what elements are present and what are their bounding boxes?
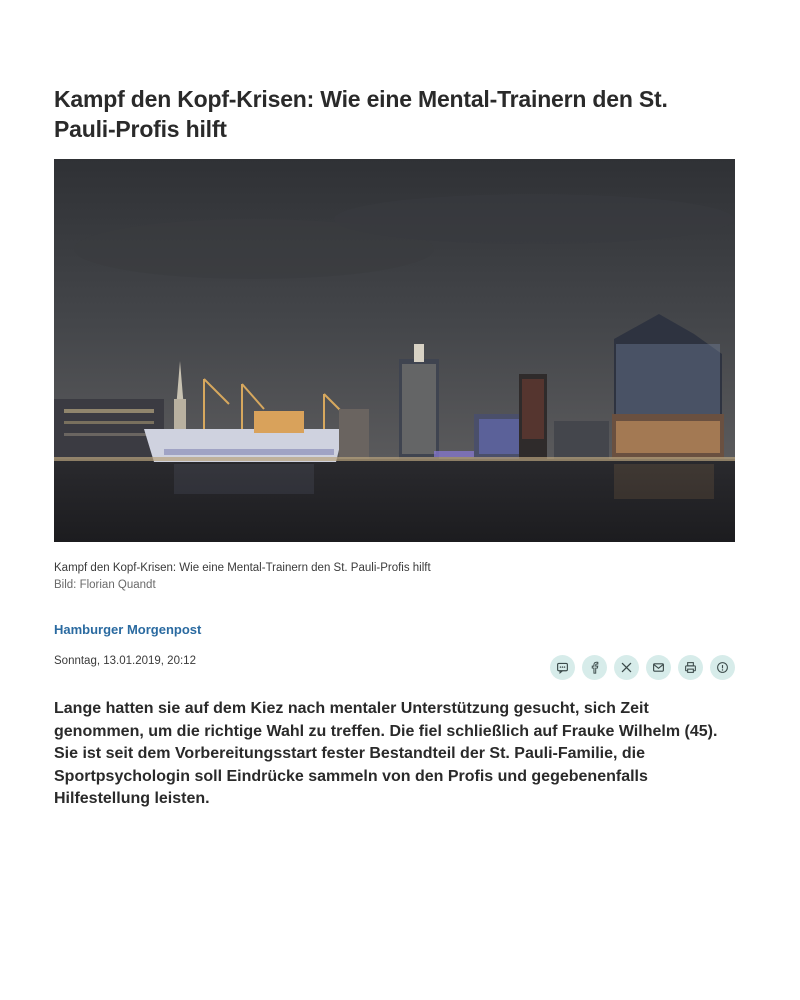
source-link[interactable]: Hamburger Morgenpost: [54, 622, 202, 637]
comment-button[interactable]: [550, 655, 575, 680]
article-lead: Lange hatten sie auf dem Kiez nach mentaler Unterstützung gesucht, sich Zeit genommen, um die richtige Wahl zu treffen. Die fiel schließlich auf Frauke Wilhelm (45). Sie ist seit dem Vorbereitungsstart fester Bestandteil der St. Pauli-Familie, die Sportpsychologin soll Eindrücke sammeln von den Profis und gegebenenfalls Hilfestellung leisten.: [54, 700, 718, 807]
image-caption: Kampf den Kopf-Krisen: Wie eine Mental-Trainern den St. Pauli-Profis hilft: [54, 562, 431, 574]
mail-icon: [652, 661, 665, 674]
share-bar: [550, 655, 735, 680]
article-headline: Kampf den Kopf-Krisen: Wie eine Mental-Trainern den St. Pauli-Profis hilft: [54, 86, 668, 142]
harbor-night-photo: [54, 159, 735, 542]
x-icon: [620, 661, 633, 674]
meta-row: [54, 653, 735, 681]
print-icon: [684, 661, 697, 674]
info-button[interactable]: [710, 655, 735, 680]
hero-image: [54, 159, 735, 542]
print-button[interactable]: [678, 655, 703, 680]
article: [54, 84, 735, 811]
mail-share-button[interactable]: [646, 655, 671, 680]
facebook-share-button[interactable]: [582, 655, 607, 680]
facebook-icon: [588, 661, 601, 674]
comment-icon: [556, 661, 569, 674]
publish-date: Sonntag, 13.01.2019, 20:12: [54, 655, 196, 667]
image-credit: Bild: Florian Quandt: [54, 579, 156, 591]
x-share-button[interactable]: [614, 655, 639, 680]
info-icon: [716, 661, 729, 674]
